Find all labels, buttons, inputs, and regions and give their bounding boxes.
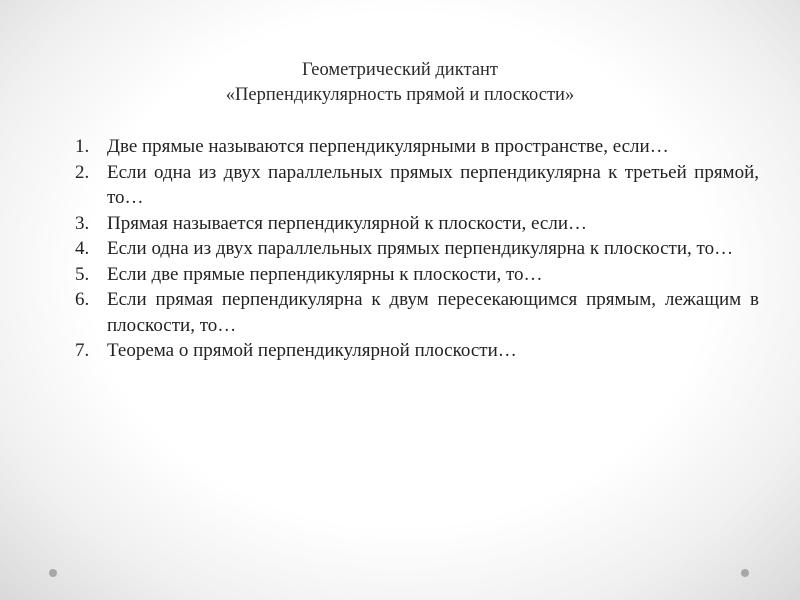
item-number: 7. — [75, 340, 90, 361]
item-text: Две прямые называются перпендикулярными в пространстве, если… — [107, 136, 669, 157]
list-item — [75, 134, 759, 160]
bullet-dot-right-icon — [741, 569, 749, 577]
item-text: Теорема о прямой перпендикулярной плоскости… — [107, 340, 517, 361]
item-number: 1. — [75, 136, 90, 157]
list-item — [75, 236, 759, 262]
item-number: 6. — [75, 289, 90, 310]
item-text: Прямая называется перпендикулярной к плоскости, если… — [107, 212, 588, 234]
item-number: 3. — [75, 212, 90, 234]
list-item — [75, 262, 759, 288]
list-item — [75, 287, 759, 338]
list-item — [75, 160, 759, 211]
item-number: 4. — [75, 238, 90, 259]
item-text: Если одна из двух параллельных прямых перпендикулярна к плоскости, то… — [107, 238, 734, 259]
list-item — [75, 211, 759, 237]
item-number: 2. — [75, 161, 90, 183]
item-text: Если две прямые перпендикулярны к плоскости, то… — [107, 263, 543, 285]
title-line-1: Геометрический диктант — [302, 60, 498, 80]
title-line-2: «Перпендикулярность прямой и плоскости» — [225, 85, 575, 105]
item-text: Если одна из двух параллельных прямых перпендикулярна к третьей прямой, то… — [107, 161, 759, 208]
slide-title — [100, 58, 700, 108]
question-list — [75, 134, 759, 364]
bullet-dot-left-icon — [49, 569, 57, 577]
item-text: Если прямая перпендикулярна к двум пересекающимся прямым, лежащим в плоскости, то… — [107, 289, 759, 336]
list-item — [75, 338, 759, 364]
item-number: 5. — [75, 263, 90, 285]
